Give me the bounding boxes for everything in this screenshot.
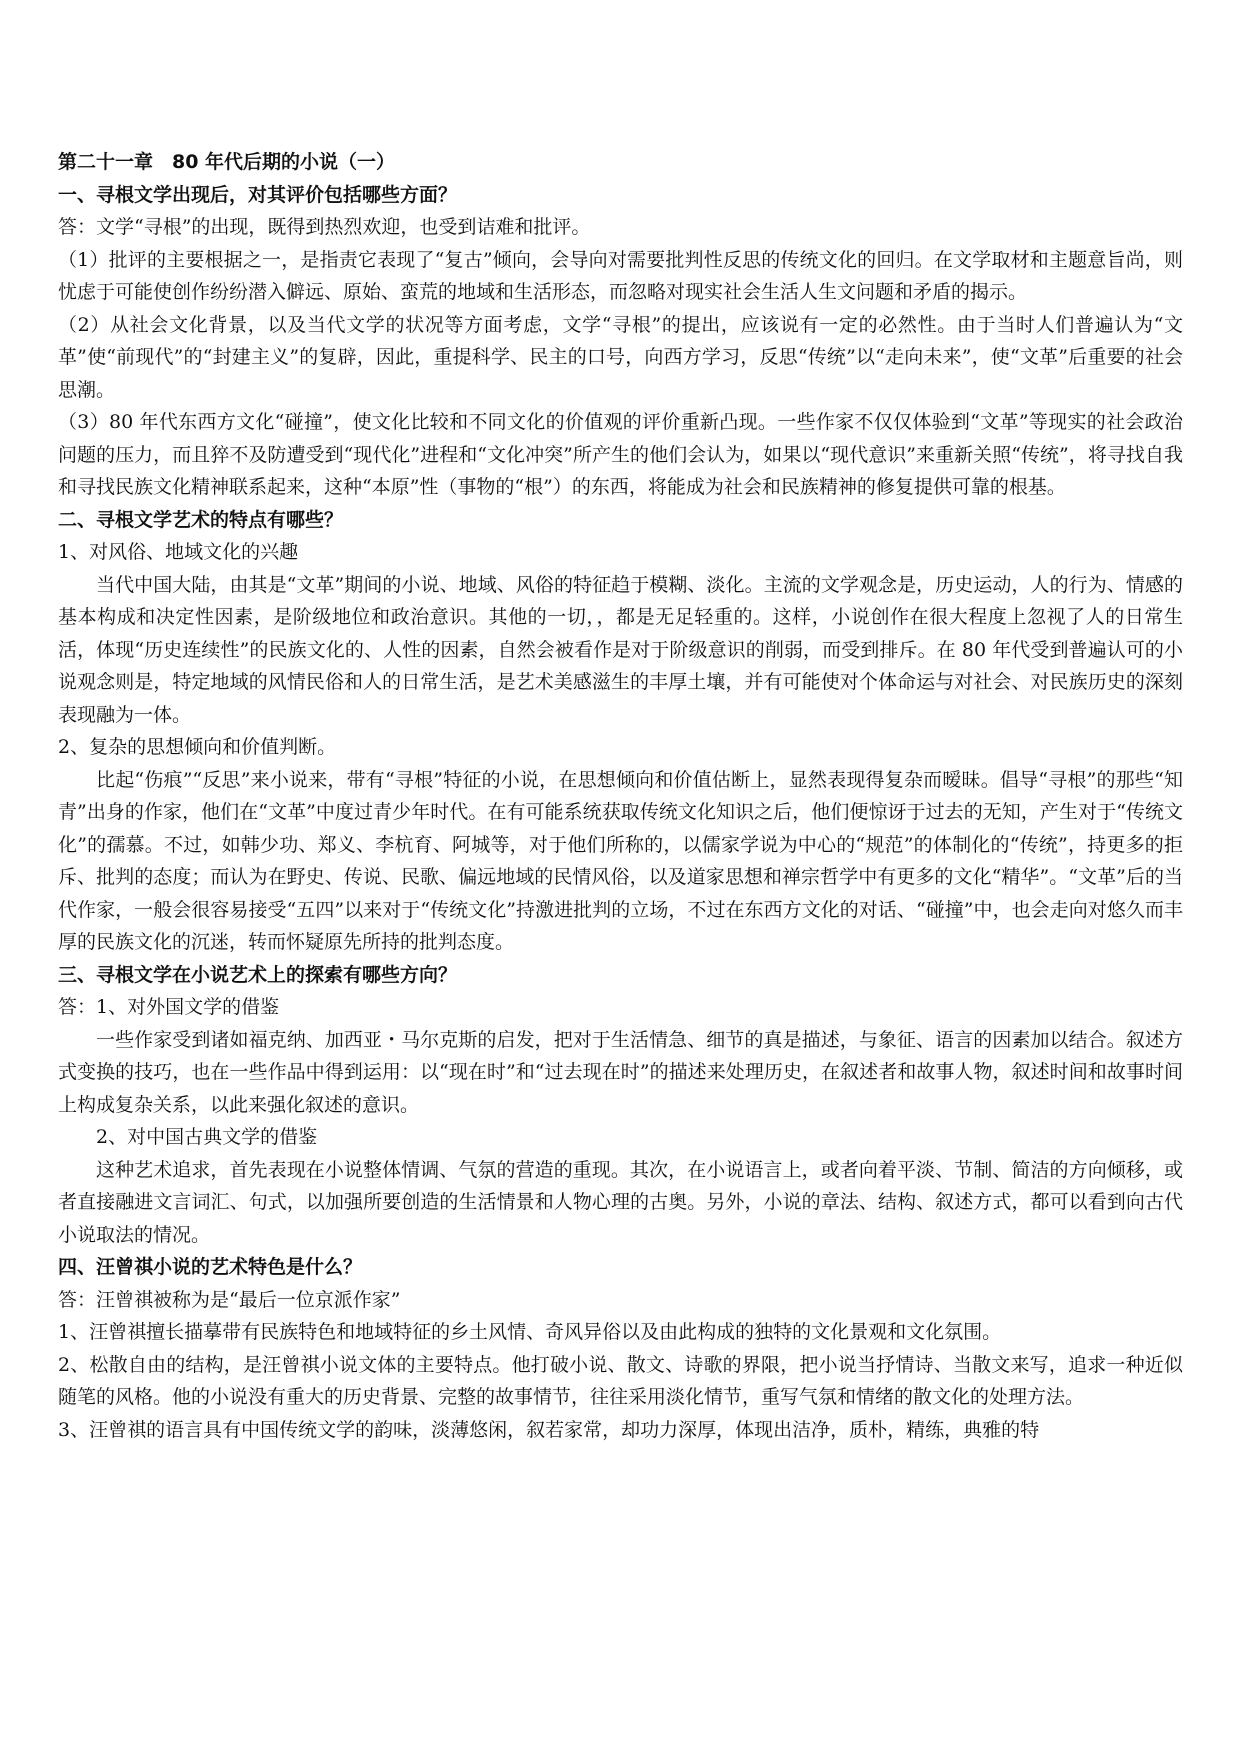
section-2-paragraph-2: 比起“伤痕”“反思”来小说来，带有“寻根”特征的小说，在思想倾向和价值估断上，显然表现得复杂而暧昧。倡导“寻根”的那些“知青”出身的作家，他们在“文革”中度过青少年时代。在有可能系统获取传统文化知识之后，他们便惊讶于过去的无知，产生对于“传统文化”的孺慕。不过，如韩少功、郑义、李杭育、阿城等，对于他们所称的，以儒家学说为中心的“规范”的体制化的“传统”，持更多的拒斥、批判的态度；而认为在野史、传说、民歌、偏远地域的民情风俗，以及道家思想和禅宗哲学中有更多的文化“精华”。“文革”后的当代作家，一般会很容易接受“五四”以来对于“传统文化”持激进批判的立场，不过在东西方文化的对话、“碰撞”中，也会走向对悠久而丰厚的民族文化的沉迷，转而怀疑原先所持的批判态度。 [58, 768, 1183, 953]
section-1-point-2: （2）从社会文化背景，以及当代文学的状况等方面考虑，文学“寻根”的提出，应该说有一定的必然性。由于当时人们普遍认为“文革”使“前现代”的“封建主义”的复辟，因此，重提科学、民主的口号，向西方学习，反思“传统”以“走向未来”，使“文革”后重要的社会思潮。 [58, 313, 1183, 401]
section-2-paragraph-1: 当代中国大陆，由其是“文革”期间的小说、地域、风俗的特征趋于模糊、淡化。主流的文学观念是，历史运动，人的行为、情感的基本构成和决定性因素，是阶级地位和政治意识。其他的一切，，都是无足轻重的。这样，小说创作在很大程度上忽视了人的日常生活，体现“历史连续性”的民族文化的、人性的因素，自然会被看作是对于阶级意识的削弱，而受到排斥。在 80 年代受到普遍认可的小说观念则是，特定地域的风情民俗和人的日常生活，是艺术美感滋生的丰厚土壤，并有可能使对个体命运与对社会、对民族历史的深刻表现融为一体。 [58, 573, 1183, 726]
section-4-heading: 四、汪曾祺小说的艺术特色是什么？ [58, 1256, 363, 1278]
section-2-heading: 二、寻根文学艺术的特点有哪些？ [58, 508, 344, 531]
section-3-subheading-1: 答：1、对外国文学的借鉴 [58, 996, 280, 1018]
section-3-paragraph-1: 一些作家受到诸如福克纳、加西亚・马尔克斯的启发，把对于生活情急、细节的真是描述，与象征、语言的因素加以结合。叙述方式变换的技巧，也在一些作品中得到运用：以“现在时”和“过去现在时”的描述来处理历史，在叙述者和故事人物，叙述时间和故事时间上构成复杂关系，以此来强化叙述的意识。 [58, 1028, 1183, 1116]
section-1-heading: 一、寻根文学出现后，对其评价包括哪些方面？ [58, 183, 458, 206]
section-4-point-3: 3、汪曾祺的语言具有中国传统文学的韵味，淡薄悠闲，叙若家常，却功力深厚，体现出洁净，质朴，精练，典雅的特 [58, 1418, 1040, 1441]
section-3-subheading-2: 2、对中国古典文学的借鉴 [96, 1126, 318, 1148]
section-4-point-2: 2、松散自由的结构，是汪曾祺小说文体的主要特点。他打破小说、散文、诗歌的界限，把小说当抒情诗、当散文来写，追求一种近似随笔的风格。他的小说没有重大的历史背景、完整的故事情节，往往采用淡化情节，重写气氛和情绪的散文化的处理方法。 [58, 1353, 1183, 1408]
section-3-paragraph-2: 这种艺术追求，首先表现在小说整体情调、气氛的营造的重现。其次，在小说语言上，或者向着平淡、节制、简洁的方向倾移，或者直接融进文言词汇、句式，以加强所要创造的生活情景和人物心理的古奥。另外，小说的章法、结构、叙述方式，都可以看到向古代小说取法的情况。 [58, 1158, 1183, 1246]
section-2-subheading-1: 1、对风俗、地域文化的兴趣 [58, 541, 299, 563]
section-1-point-1: （1）批评的主要根据之一，是指责它表现了“复古”倾向，会导向对需要批判性反思的传统文化的回归。在文学取材和主题意旨尚，则忧虑于可能使创作纷纷潜入僻远、原始、蛮荒的地域和生活形态，而忽略对现实社会生活人生文问题和矛盾的揭示。 [58, 248, 1183, 303]
section-2-subheading-2: 2、复杂的思想倾向和价值判断。 [58, 736, 337, 758]
section-4-point-1: 1、汪曾祺擅长描摹带有民族特色和地域特征的乡土风情、奇风异俗以及由此构成的独特的文化景观和文化氛围。 [58, 1321, 1002, 1343]
section-1-point-3: （3）80 年代东西方文化“碰撞”，使文化比较和不同文化的价值观的评价重新凸现。一些作家不仅仅体验到“文革”等现实的社会政治问题的压力，而且猝不及防遭受到“现代化”进程和“文化冲突”所产生的他们会认为，如果以“现代意识”来重新关照“传统”，将寻找自我和寻找民族文化精神联系起来，这种“本原”性（事物的“根”）的东西，将能成为社会和民族精神的修复提供可靠的根基。 [58, 411, 1183, 498]
section-3-heading: 三、寻根文学在小说艺术上的探索有哪些方向？ [58, 963, 458, 986]
document-page [58, 146, 1183, 1446]
section-1-answer-intro: 答：文学“寻根”的出现，既得到热烈欢迎，也受到诘难和批评。 [58, 216, 591, 238]
section-4-answer-intro: 答：汪曾祺被称为是“最后一位京派作家” [58, 1288, 401, 1311]
chapter-title: 第二十一章 80 年代后期的小说（一） [58, 151, 396, 173]
